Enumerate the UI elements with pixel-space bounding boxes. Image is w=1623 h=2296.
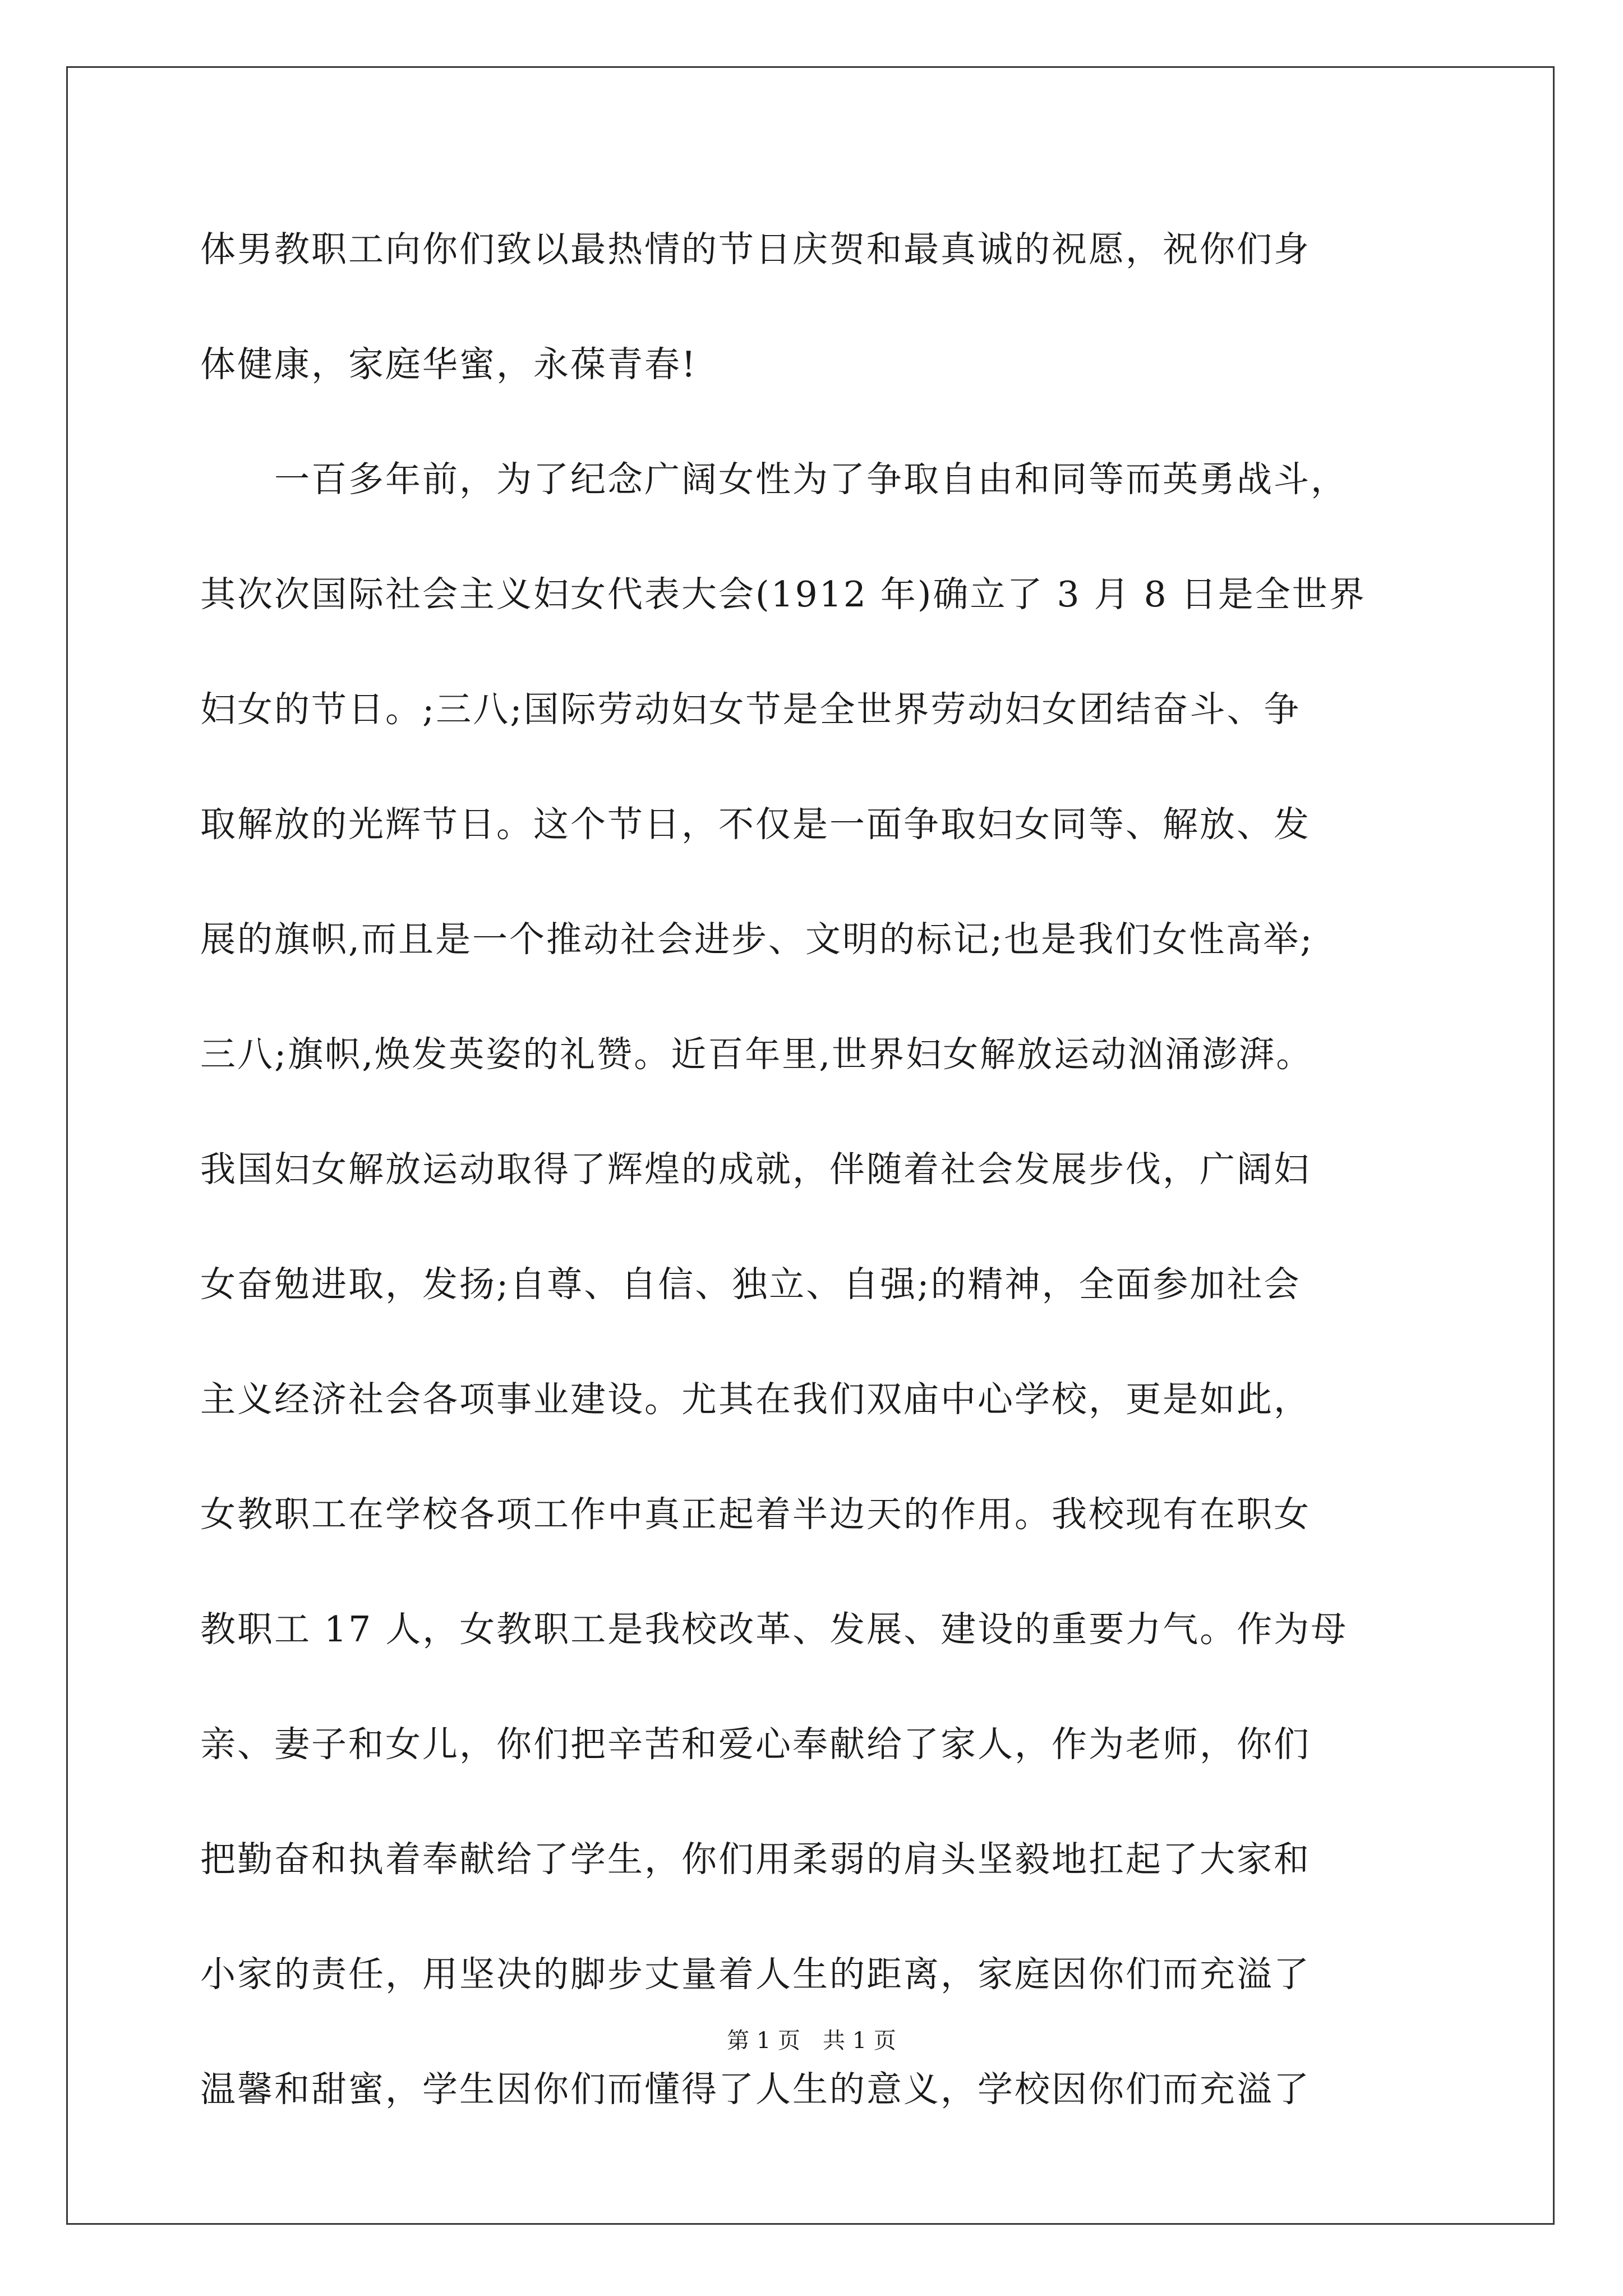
text-line: 体男教职工向你们致以最热情的节日庆贺和最真诚的祝愿，祝你们身 [200, 229, 1311, 270]
text-line: 体健康，家庭华蜜，永葆青春! [200, 344, 698, 385]
text-line: 展的旗帜,而且是一个推动社会进步、文明的标记;也是我们女性高举; [200, 919, 1314, 960]
text-line: 女奋勉进取，发扬;自尊、自信、独立、自强;的精神，全面参加社会 [200, 1264, 1301, 1305]
text-line: 把勤奋和执着奉献给了学生，你们用柔弱的肩头坚毅地扛起了大家和 [200, 1839, 1311, 1880]
document-body [200, 216, 1434, 2171]
text-line: 三八;旗帜,焕发英姿的礼赞。近百年里,世界妇女解放运动汹涌澎湃。 [200, 1034, 1313, 1075]
text-line: 妇女的节日。;三八;国际劳动妇女节是全世界劳动妇女团结奋斗、争 [200, 689, 1301, 730]
text-line: 女教职工在学校各项工作中真正起着半边天的作用。我校现有在职女 [200, 1494, 1311, 1535]
text-line: 我国妇女解放运动取得了辉煌的成就，伴随着社会发展步伐，广阔妇 [200, 1149, 1311, 1190]
text-line: 小家的责任，用坚决的脚步丈量着人生的距离，家庭因你们而充溢了 [200, 1954, 1311, 1995]
text-line: 一百多年前，为了纪念广阔女性为了争取自由和同等而英勇战斗， [200, 459, 1348, 500]
text-line: 其次次国际社会主义妇女代表大会(1912 年)确立了 3 月 8 日是全世界 [200, 574, 1366, 615]
text-line: 温馨和甜蜜，学生因你们而懂得了人生的意义，学校因你们而充溢了 [200, 2069, 1311, 2110]
text-line: 亲、妻子和女儿，你们把辛苦和爱心奉献给了家人，作为老师，你们 [200, 1724, 1311, 1765]
text-line: 教职工 17 人，女教职工是我校改革、发展、建设的重要力气。作为母 [200, 1609, 1348, 1650]
text-line: 取解放的光辉节日。这个节日，不仅是一面争取妇女同等、解放、发 [200, 804, 1311, 845]
page-number: 第 1 页 共 1 页 [727, 2028, 896, 2054]
text-line: 主义经济社会各项事业建设。尤其在我们双庙中心学校，更是如此， [200, 1379, 1311, 1420]
